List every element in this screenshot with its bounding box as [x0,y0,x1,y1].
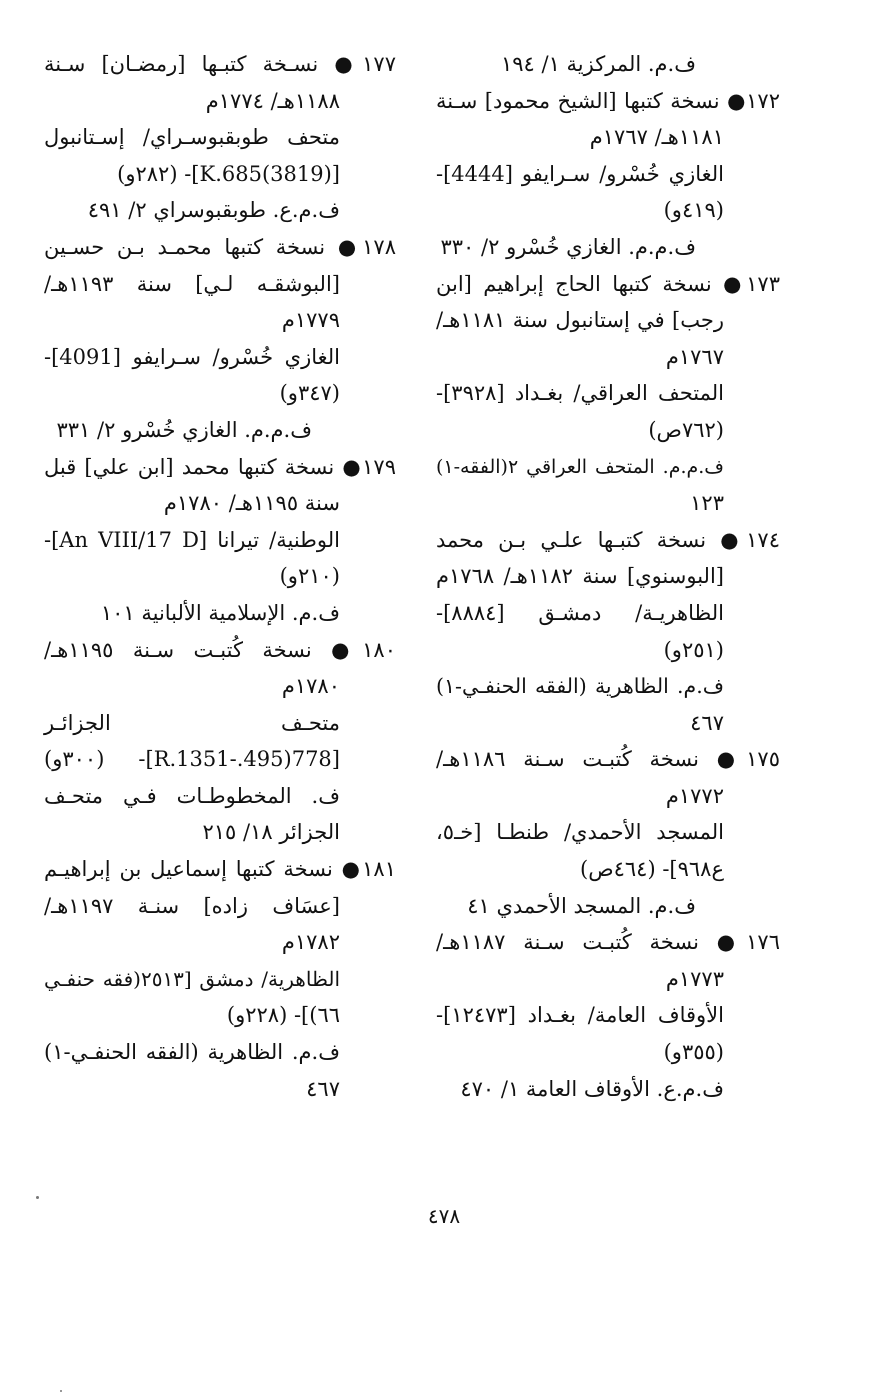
text-line: ١٨١● نسخة كتبها إسماعيل بن إبراهيـم [44,857,396,882]
text-line: ف.م.م. المتحف العراقي ٢(الفقه-١) [436,455,724,478]
text-line: ف.م. الإسلامية الألبانية ١٠١ [100,600,340,625]
text-line: ١٧٧● نسـخة كتبـها [رمضـان] سـنة [44,52,396,76]
text-line: (٧٦٢ص) [648,417,724,442]
text-line: [778(495.-R.1351]- (٣٠٠و) [44,747,340,772]
text-line: ١٧٦٧م [665,344,724,369]
text-line: ٤٦٧ [690,710,724,735]
text-line: متحف طوبقبوسـراي/ إسـتانبول [44,125,340,150]
text-line: ١٧٨٠م [281,674,340,699]
text-line: الوطنية/ تيرانا [An VIII/17 D]- [44,527,340,552]
text-line: ١٧٧٢م [665,783,724,808]
page-number: ٤٧٨ [427,1204,461,1228]
text-line: ١٢٣ [690,491,724,516]
text-line: ١١٨٨هـ/ ١٧٧٤م [205,88,340,113]
text-line: الغازي خُسْرو/ سـرايفو [4091]- [44,344,340,369]
text-line: متحـف الجزائـر [44,710,340,735]
text-line: ١٧٧٣م [665,966,724,991]
text-line: ع٩٦٨]- (٤٦٤ص) [580,857,724,882]
text-line: (٣٥٥و) [663,1040,724,1065]
text-line: (٢١٠و) [279,564,340,589]
left-column [44,46,396,1107]
text-line: ١٧٦● نسخة كُتبـت سـنة ١١٨٧هـ/ [436,930,780,955]
text-line: الجزائر ١٨/ ٢١٥ [202,820,340,845]
text-line: ١٧٧٩م [281,308,340,333]
text-line: ١٧٣● نسخة كتبها الحاج إبراهيم [ابن [436,271,780,296]
text-line: ف.م.ع. طوبقبوسراي ٢/ ٤٩١ [87,198,340,223]
text-line: [عسَاف زاده] سنـة ١١٩٧هـ/ [44,893,340,918]
text-line: ٦٦)]- (٢٢٨و) [226,1003,340,1028]
text-line: الغازي خُسْرو/ سـرايفو [4444]- [436,161,724,186]
text-line: [(3819)K.685]- (٢٨٢و) [117,161,340,186]
text-line: (٢٥١و) [663,637,724,662]
text-line: ١٧٢● نسخة كتبها [الشيخ محمود] سـنة [436,88,780,113]
text-line: الأوقاف العامة/ بغـداد [١٢٤٧٣]- [436,1003,724,1028]
text-line: ف.م.م. الغازي خُسْرو ٢/ ٣٣١ [56,417,312,442]
text-line: المتحف العراقي/ بغـداد [٣٩٢٨]- [436,381,724,406]
text-line: ف.م.ع. الأوقاف العامة ١/ ٤٧٠ [460,1076,724,1101]
text-line: ف.م. الظاهرية (الفقه الحنفـي-١) [436,674,724,699]
text-line: [البوسنوي] سنة ١١٨٢هـ/ ١٧٦٨م [436,564,724,589]
text-line: ف.م. الظاهرية (الفقه الحنفـي-١) [44,1040,340,1065]
scan-speck [60,1390,62,1392]
text-line: ١٧٨● نسخة كتبها محمـد بـن حسـين [44,234,396,259]
text-line: ١٨٠● نسخة كُتبـت سـنة ١١٩٥هـ/ [44,637,396,662]
text-line: المسجد الأحمدي/ طنطـا [خـ٥، [436,820,724,845]
text-line: الظاهرية/ دمشق [٢٥١٣(فقه حنفـي [44,966,341,991]
text-line: ١٧٤● نسخة كتبـها علـي بـن محمد [436,527,780,552]
text-line: ف.م.م. الغازي خُسْرو ٢/ ٣٣٠ [440,234,696,259]
text-line: ١٧٥● نسخة كُتبـت سـنة ١١٨٦هـ/ [436,747,780,772]
text-line: ١١٨١هـ/ ١٧٦٧م [589,125,724,150]
text-line: ٤٦٧ [306,1076,340,1101]
text-line: (٤١٩و) [663,198,724,223]
text-line: ف. المخطوطـات فـي متحـف [44,783,340,808]
text-line: ف.م. المسجد الأحمدي ٤١ [467,893,696,918]
scan-speck [36,1196,39,1199]
right-column [436,46,780,1107]
text-line: ف.م. المركزية ١/ ١٩٤ [500,52,696,76]
text-line: ١٧٩● نسخة كتبها محمد [ابن علي] قبل [44,454,396,479]
text-line: ١٧٨٢م [281,930,340,955]
text-line: سنة ١١٩٥هـ/ ١٧٨٠م [163,491,340,516]
text-line: رجب] في إستانبول سنة ١١٨١هـ/ [436,308,724,333]
text-line: الظاهريـة/ دمشـق [٨٨٨٤]- [436,600,724,625]
text-line: (٣٤٧و) [279,381,340,406]
text-line: [البوشقـه لـي] سنة ١١٩٣هـ/ [44,271,340,296]
